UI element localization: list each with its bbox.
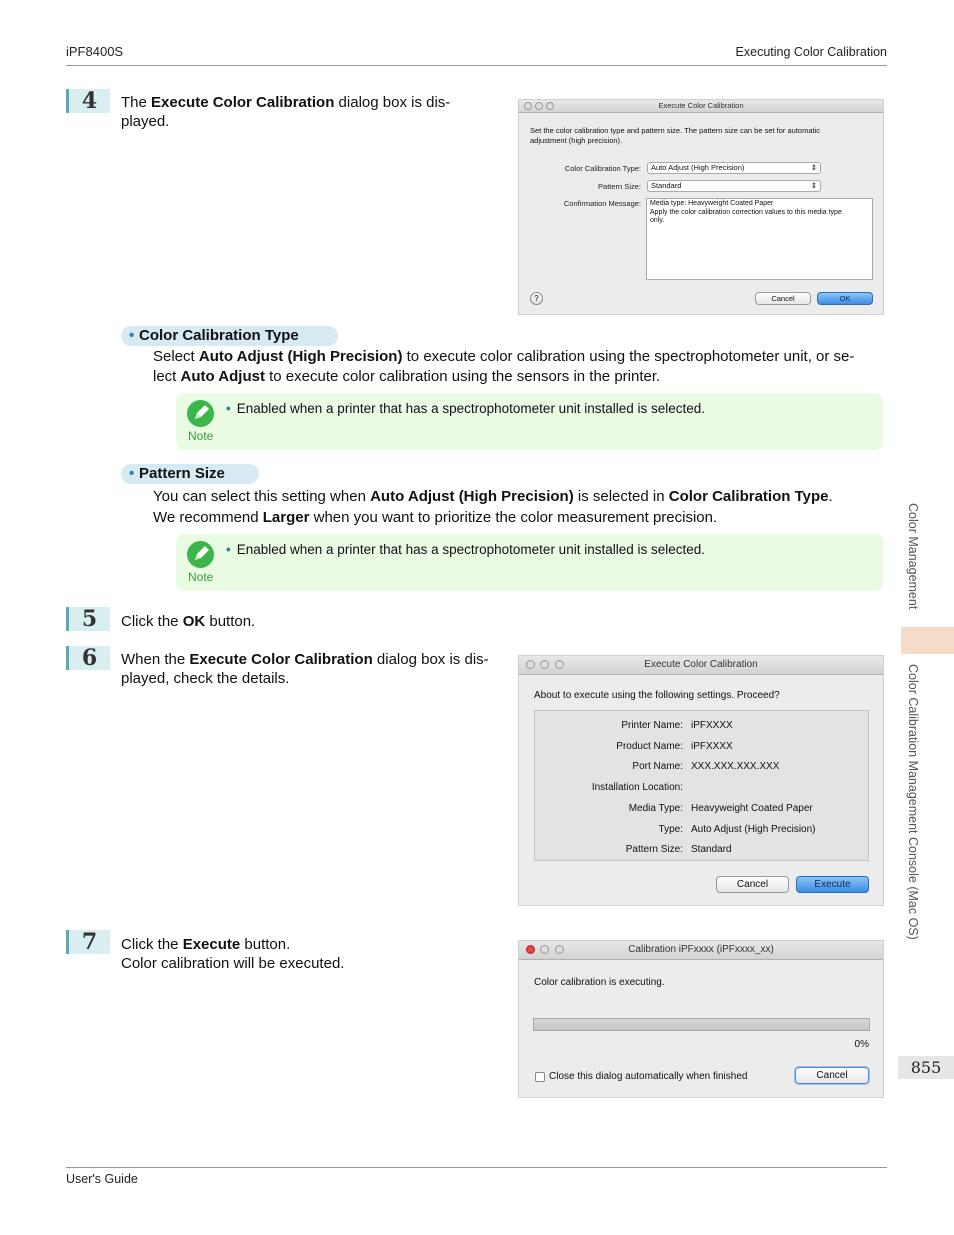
zoom-window-icon[interactable] [546, 102, 554, 110]
execute-calibration-dialog [518, 99, 884, 315]
summary-value: iPFXXXX [691, 740, 733, 752]
note-box [176, 534, 883, 591]
calibration-progress-dialog [518, 940, 884, 1098]
auto-close-checkbox[interactable] [535, 1072, 545, 1082]
close-window-icon[interactable] [526, 660, 535, 669]
bullet-icon: • [129, 327, 135, 344]
header-section: Executing Color Calibration [735, 45, 887, 59]
summary-label: Installation Location: [591, 782, 683, 794]
side-tab-console: Color Calibration Management Console (Mac OS) [906, 664, 920, 940]
footer-guide: User's Guide [66, 1172, 138, 1186]
close-window-icon[interactable] [524, 102, 532, 110]
note-label: Note [188, 570, 214, 584]
pattern-size-label: Pattern Size: [598, 182, 641, 191]
calibration-type-select[interactable]: Auto Adjust (High Precision) ⇕ [647, 162, 821, 174]
dialog-titlebar [519, 941, 883, 960]
summary-value: Heavyweight Coated Paper [691, 802, 813, 814]
footer-rule [66, 1167, 887, 1168]
step-5-number: 5 [66, 607, 110, 631]
dialog-title: Execute Color Calibration [644, 659, 758, 670]
page-number: 855 [898, 1056, 954, 1079]
note-box [176, 393, 883, 450]
close-window-icon[interactable] [526, 945, 535, 954]
dialog-title: Calibration iPFxxxx (iPFxxxx_xx) [628, 944, 774, 955]
step-4-text: The Execute Color Calibration dialog box is dis- played. [121, 94, 451, 130]
summary-label: Type: [658, 823, 683, 835]
confirmation-message-box: Media type: Heavyweight Coated Paper Apply the color calibration correction values to this media type only. [646, 198, 873, 280]
calibration-type-label: Color Calibration Type: [564, 164, 641, 173]
note-pencil-icon [187, 400, 214, 427]
zoom-window-icon[interactable] [555, 660, 564, 669]
cancel-button[interactable]: Cancel [755, 292, 811, 305]
auto-close-label: Close this dialog automatically when finished [549, 1071, 748, 1082]
progress-bar [533, 1018, 870, 1031]
progress-status: Color calibration is executing. [534, 977, 665, 988]
summary-value: iPFXXXX [691, 720, 733, 731]
step-7-number: 7 [66, 930, 110, 954]
header-product: iPF8400S [66, 44, 124, 59]
step-5-text: Click the OK button. [121, 613, 256, 630]
zoom-window-icon[interactable] [555, 945, 564, 954]
confirm-prompt: About to execute using the following settings. Proceed? [534, 690, 780, 701]
section-pattern-size: • Pattern Size [121, 464, 259, 484]
summary-label: Port Name: [632, 761, 683, 773]
dialog-title: Execute Color Calibration [658, 101, 744, 110]
minimize-window-icon[interactable] [540, 660, 549, 669]
bullet-icon: • [129, 465, 135, 482]
note-pencil-icon [187, 541, 214, 568]
step-7-text: Click the Execute button. Color calibration will be executed. [121, 936, 345, 972]
summary-value: XXX.XXX.XXX.XXX [691, 761, 780, 773]
summary-label: Printer Name: [621, 720, 683, 731]
header-rule [66, 65, 887, 66]
note-text: • Enabled when a printer that has a spectrophotometer unit installed is selected. [226, 401, 706, 416]
note-text: • Enabled when a printer that has a spectrophotometer unit installed is selected. [226, 542, 706, 557]
color-calibration-type-paragraph: Select Auto Adjust (High Precision) to execute color calibration using the spectrophotometer unit, or se- lect Auto Adjust to execute color calibration using the sensors in the printer. [153, 348, 855, 385]
dialog-description: Set the color calibration type and pattern size. The pattern size can be set for automatic adjustment (high precision). [530, 126, 821, 145]
summary-label: Media Type: [628, 802, 683, 814]
summary-label: Product Name: [616, 740, 683, 752]
confirm-calibration-dialog [518, 655, 884, 906]
pattern-size-paragraph: You can select this setting when Auto Adjust (High Precision) is selected in Color Calibration Type. We recommend Larger when you want to prioritize the color measurement precision. [153, 488, 833, 526]
step-6-number: 6 [66, 646, 110, 670]
summary-value: Auto Adjust (High Precision) [691, 823, 816, 835]
execute-button[interactable]: Execute [796, 876, 869, 893]
cancel-button[interactable]: Cancel [716, 876, 789, 893]
minimize-window-icon[interactable] [535, 102, 543, 110]
note-label: Note [188, 429, 214, 443]
dialog-titlebar [519, 100, 883, 113]
summary-value: Standard [691, 844, 732, 856]
side-tab-marker [901, 627, 954, 654]
pattern-size-select[interactable]: Standard ⇕ [647, 180, 821, 192]
progress-percent: 0% [854, 1039, 869, 1050]
minimize-window-icon[interactable] [540, 945, 549, 954]
step-4-number: 4 [66, 89, 110, 113]
select-arrows-icon: ⇕ [810, 181, 817, 190]
ok-button[interactable]: OK [817, 292, 873, 305]
step-6-text: When the Execute Color Calibration dialog box is dis- played, check the details. [121, 651, 489, 687]
cancel-button[interactable]: Cancel [795, 1067, 869, 1084]
settings-summary-box [534, 710, 869, 861]
summary-label: Pattern Size: [625, 844, 683, 856]
confirmation-message-label: Confirmation Message: [563, 199, 641, 208]
section-color-calibration-type: • Color Calibration Type [121, 326, 338, 346]
side-tab-color-management: Color Management [906, 503, 920, 610]
dialog-titlebar [519, 656, 883, 675]
select-arrows-icon: ⇕ [810, 163, 817, 172]
help-icon[interactable]: ? [530, 292, 543, 305]
